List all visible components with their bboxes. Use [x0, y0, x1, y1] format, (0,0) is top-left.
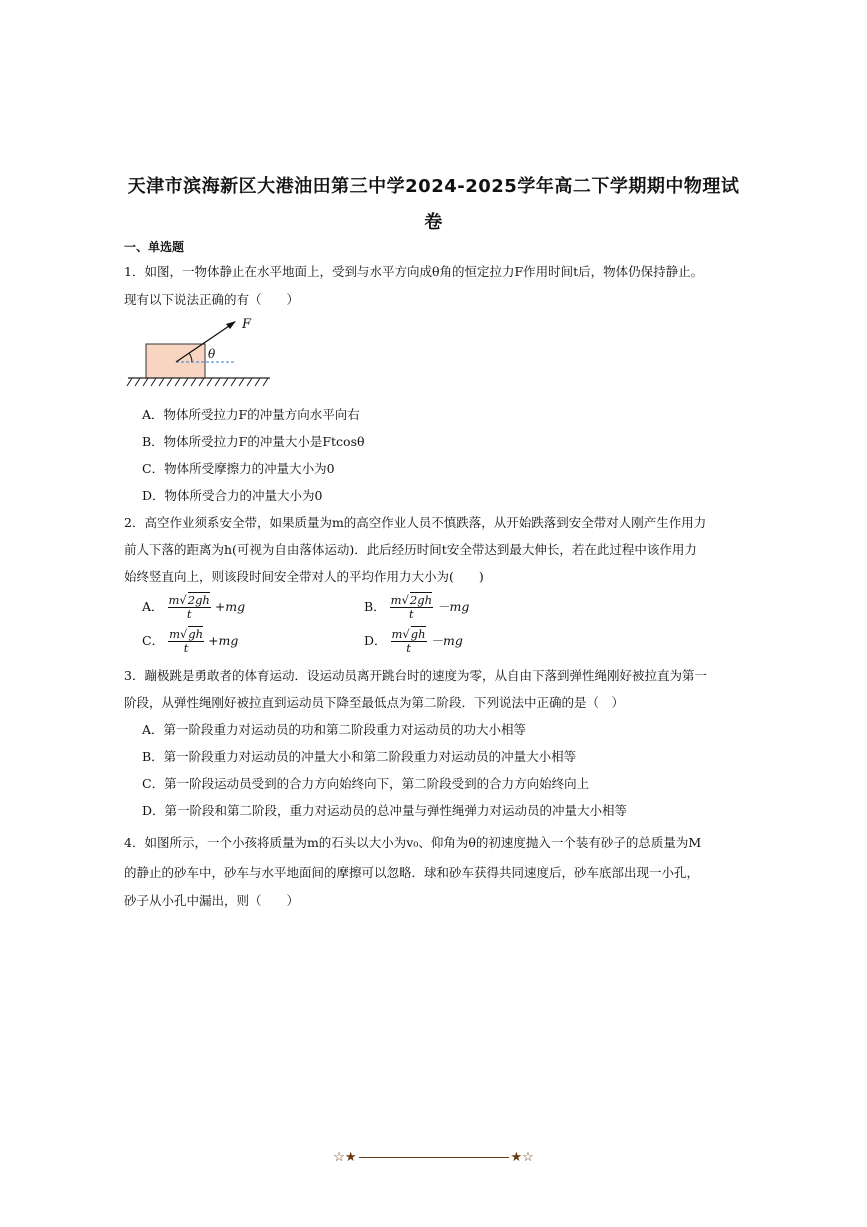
q1-option-a: A．物体所受拉力F的冲量方向水平向右 — [142, 407, 360, 422]
q3-option-a: A．第一阶段重力对运动员的功和第二阶段重力对运动员的功大小相等 — [142, 722, 527, 737]
q1-option-c: C．物体所受摩擦力的冲量大小为0 — [142, 461, 335, 476]
angle-label: θ — [208, 347, 216, 361]
q2-option-d: D． $\frac{m√gh}{t}$ －mg — [364, 627, 463, 655]
q2-text-line2: 前人下落的距离为h(可视为自由落体运动)．此后经历时间t安全带达到最大伸长，若在此过程中该作用力 — [124, 542, 697, 557]
footer-stars-right: ★☆ — [510, 1150, 534, 1165]
q1-figure — [126, 314, 272, 390]
q1-text-line2: 现有以下说法正确的有（ ） — [124, 292, 300, 307]
q2-text-line1: 2．高空作业须系安全带，如果质量为m的高空作业人员不慎跌落，从开始跌落到安全带对人刚产生作用力 — [124, 515, 707, 530]
page-title: 天津市滨海新区大港油田第三中学2024-2025学年高二下学期期中物理试 — [127, 176, 740, 197]
q3-option-c: C．第一阶段运动员受到的合力方向始终向下，第二阶段受到的合力方向始终向上 — [142, 776, 590, 791]
footer-divider — [359, 1157, 509, 1159]
q2-option-b: B． $\frac{m√2gh}{t}$ －mg — [364, 593, 470, 621]
q4-text-line3: 砂子从小孔中漏出，则（ ） — [124, 893, 300, 908]
q3-text-line2: 阶段，从弹性绳刚好被拉直到运动员下降至最低点为第二阶段．下列说法中正确的是（ ） — [124, 695, 625, 710]
page-footer — [0, 1150, 867, 1165]
q1-option-d: D．物体所受合力的冲量大小为0 — [142, 488, 323, 503]
q4-text-line2: 的静止的砂车中，砂车与水平地面间的摩擦可以忽略．球和砂车获得共同速度后，砂车底部出现一小孔， — [124, 865, 700, 880]
q3-option-b: B．第一阶段重力对运动员的冲量大小和第二阶段重力对运动员的冲量大小相等 — [142, 749, 577, 764]
q4-text-line1: 4．如图所示，一个小孩将质量为m的石头以大小为v₀、仰角为θ的初速度抛入一个装有砂子的总质量为M — [124, 835, 702, 850]
q2-option-a: A． $\frac{m√2gh}{t}$ +mg — [142, 593, 246, 621]
page-title-continued: 卷 — [424, 212, 443, 233]
q1-option-b: B．物体所受拉力F的冲量大小是Ftcosθ — [142, 434, 365, 449]
section-label: 一、单选题 — [124, 240, 185, 254]
q3-option-d: D．第一阶段和第二阶段，重力对运动员的总冲量与弹性绳弹力对运动员的冲量大小相等 — [142, 803, 628, 818]
footer-stars-left: ☆★ — [333, 1150, 357, 1165]
q2-option-c: C． $\frac{m√gh}{t}$ +mg — [142, 627, 239, 655]
q2-text-line3: 始终竖直向上，则该段时间安全带对人的平均作用力大小为( ) — [124, 569, 484, 584]
force-label: F — [242, 317, 252, 332]
q3-text-line1: 3．蹦极跳是勇敢者的体育运动．设运动员离开跳台时的速度为零，从自由下落到弹性绳刚好被拉直为第一 — [124, 668, 707, 683]
ground-hatching — [127, 378, 268, 386]
q1-text-line1: 1．如图，一物体静止在水平地面上，受到与水平方向成θ角的恒定拉力F作用时间t后，物体仍保持静止。 — [124, 264, 704, 279]
